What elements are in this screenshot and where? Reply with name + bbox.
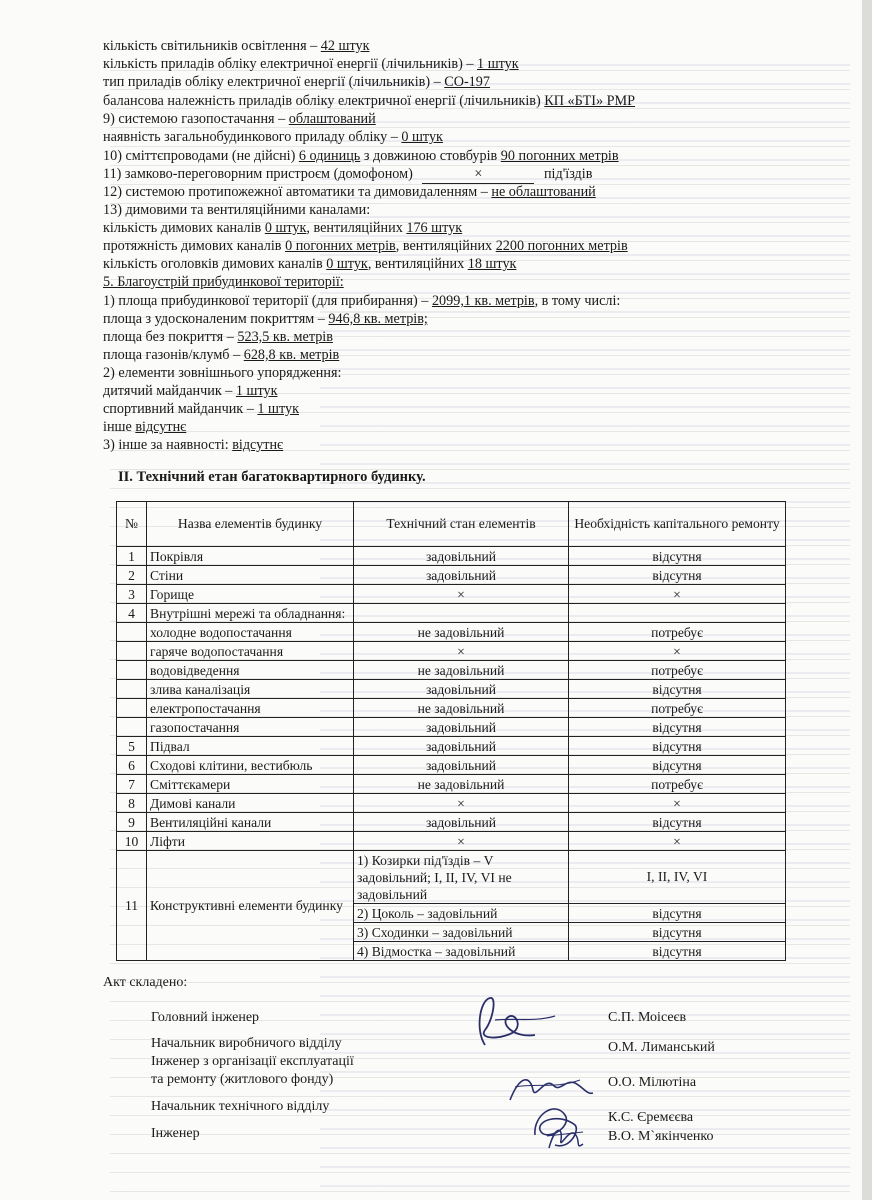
row-element-name: Стіни	[147, 566, 354, 585]
line-value: 2099,1 кв. метрів	[431, 293, 535, 309]
channels-length-line	[103, 237, 628, 255]
row-repair-need: відсутня	[569, 813, 786, 832]
row-number: 5	[117, 737, 147, 756]
row-element-name: Димові канали	[147, 794, 354, 813]
lawn-area-line	[103, 346, 339, 364]
table-body	[117, 547, 786, 961]
row-number: 11	[117, 851, 147, 961]
row-number: 2	[117, 566, 147, 585]
line-text: 10) сміттєпроводами (не дійсні)	[103, 148, 299, 164]
row-repair-need: потребує	[569, 699, 786, 718]
row-element-name: злива каналізація	[147, 680, 354, 699]
line-text: площа газонів/клумб –	[103, 347, 244, 363]
row-element-name: Внутрішні мережі та обладнання:	[147, 604, 354, 623]
row-number	[117, 642, 147, 661]
signer-name: О.О. Мілютіна	[608, 1075, 697, 1090]
other-available-line	[103, 436, 283, 454]
act-label: Акт складено:	[103, 975, 188, 990]
row-element-name: водовідведення	[147, 661, 354, 680]
row-technical-state: задовільний	[354, 680, 569, 699]
line-value: облаштований	[288, 111, 376, 127]
signature-chief-engineer	[455, 990, 565, 1050]
row-element-name: електропостачання	[147, 699, 354, 718]
signer-name: С.П. Моісеєв	[608, 1010, 687, 1025]
row-number	[117, 623, 147, 642]
row-element-name: Підвал	[147, 737, 354, 756]
section-title: ІІ. Технічний етан багатоквартирного будинку.	[118, 469, 426, 485]
table-row	[117, 642, 786, 661]
gas-supply-line	[103, 110, 376, 128]
line-text: 9) системою газопостачання –	[103, 111, 289, 127]
signer-role: Інженер з організації експлуатації	[151, 1054, 354, 1069]
line-value: відсутнє	[135, 419, 187, 435]
signer-name: В.О. М`якінченко	[608, 1129, 714, 1144]
line-value: СО-197	[444, 74, 490, 90]
row-technical-state: ×	[354, 642, 569, 661]
row-repair-need: потребує	[569, 623, 786, 642]
line-text: наявність загальнобудинкового приладу обліку –	[103, 129, 402, 145]
line-text: інше	[103, 419, 136, 435]
playground-line	[103, 382, 277, 400]
line-value: 523,5 кв. метрів	[237, 329, 333, 345]
row-technical-state	[354, 604, 569, 623]
table-row	[117, 585, 786, 604]
lighting-fixtures-line	[103, 37, 369, 55]
row-element-name: Горище	[147, 585, 354, 604]
line-text: кількість димових каналів	[103, 220, 265, 236]
row-number	[117, 699, 147, 718]
row-technical-state: ×	[354, 585, 569, 604]
row-technical-state: задовільний	[354, 566, 569, 585]
line-text: кількість світильників освітлення –	[103, 38, 321, 54]
row-repair-need: відсутня	[569, 904, 786, 923]
line-text: , вентиляційних	[306, 220, 407, 236]
table-row	[117, 813, 786, 832]
row-number: 10	[117, 832, 147, 851]
row-technical-state: 4) Відмостка – задовільний	[354, 942, 569, 961]
table-row	[117, 661, 786, 680]
row-element-name: Конструктивні елементи будинку	[147, 851, 354, 961]
line-text: 2) елементи зовнішнього упорядження:	[103, 365, 342, 381]
line-value: 0 штук	[326, 256, 368, 272]
line-text: , вентиляційних	[395, 238, 496, 254]
unpaved-area-line	[103, 328, 333, 346]
line-value: не облаштований	[491, 184, 596, 200]
row-number	[117, 680, 147, 699]
row-technical-state: задовільний	[354, 737, 569, 756]
row-technical-state: не задовільний	[354, 623, 569, 642]
row-technical-state: не задовільний	[354, 699, 569, 718]
row-technical-state: задовільний	[354, 718, 569, 737]
header-technical-state: Технічний стан елементів	[354, 502, 569, 547]
line-value: КП «БТІ» РМР	[544, 93, 636, 109]
intercom-line	[103, 165, 592, 184]
line-value: 90 погонних метрів	[500, 148, 619, 164]
line-text: 11) замково-переговорним пристроєм (домофоном)	[103, 166, 417, 182]
row-element-name: газопостачання	[147, 718, 354, 737]
line-text: дитячий майданчик –	[103, 383, 236, 399]
line-text: балансова належність приладів обліку електричної енергії (лічильників)	[103, 93, 545, 109]
row-element-name: Ліфти	[147, 832, 354, 851]
line-text: з довжиною стовбурів	[360, 148, 501, 164]
row-number: 9	[117, 813, 147, 832]
row-repair-need: відсутня	[569, 756, 786, 775]
table-row	[117, 547, 786, 566]
table-row	[117, 718, 786, 737]
row-repair-need: відсутня	[569, 718, 786, 737]
row-repair-need: ×	[569, 794, 786, 813]
line-text: 3) інше за наявності:	[103, 437, 233, 453]
line-text: спортивний майданчик –	[103, 401, 258, 417]
landscaping-heading	[103, 273, 344, 291]
row-technical-state: 3) Сходинки – задовільний	[354, 923, 569, 942]
line-value: 176 штук	[406, 220, 463, 236]
line-value: 18 штук	[467, 256, 517, 272]
line-value: 1 штук	[477, 56, 519, 72]
fire-system-line	[103, 183, 596, 201]
row-number: 4	[117, 604, 147, 623]
line-text: 1) площа прибудинкової території (для прибирання) –	[103, 293, 432, 309]
row-repair-need: потребує	[569, 775, 786, 794]
row-technical-state: не задовільний	[354, 775, 569, 794]
exterior-elements-line	[103, 364, 341, 382]
line-text: , в тому числі:	[534, 293, 621, 309]
row-repair-need: відсутня	[569, 737, 786, 756]
row-technical-state: 1) Козирки під'їздів – V задовільний; І, ІІ, IV, VI не задовільний	[354, 851, 569, 904]
line-text: під'їздів	[540, 166, 593, 182]
line-value: 0 штук	[401, 129, 443, 145]
row-repair-need	[569, 604, 786, 623]
row-technical-state: задовільний	[354, 813, 569, 832]
row-technical-state: ×	[354, 794, 569, 813]
line-value: 42 штук	[320, 38, 370, 54]
table-row	[117, 756, 786, 775]
row-element-name: Покрівля	[147, 547, 354, 566]
meter-ownership-line	[103, 92, 635, 110]
row-technical-state: не задовільний	[354, 661, 569, 680]
line-text: 12) системою протипожежної автоматики та димовидаленням –	[103, 184, 492, 200]
table-row	[117, 699, 786, 718]
row-repair-need: відсутня	[569, 547, 786, 566]
line-text: тип приладів обліку електричної енергії (лічильників) –	[103, 74, 445, 90]
line-text: площа без покриття –	[103, 329, 238, 345]
row-element-name: Сміттєкамери	[147, 775, 354, 794]
signer-role: Начальник технічного відділу	[151, 1099, 330, 1114]
row-repair-need: І, ІІ, IV, VI	[569, 851, 786, 904]
line-text: , вентиляційних	[367, 256, 468, 272]
row-number: 3	[117, 585, 147, 604]
line-value: 1 штук	[235, 383, 278, 399]
table-row	[117, 566, 786, 585]
table-row	[117, 737, 786, 756]
row-number: 8	[117, 794, 147, 813]
line-text: площа з удосконаленим покриттям –	[103, 311, 329, 327]
paved-area-line	[103, 310, 428, 328]
line-text: кількість приладів обліку електричної енергії (лічильників) –	[103, 56, 478, 72]
signer-role: Інженер	[151, 1126, 200, 1141]
row-technical-state: ×	[354, 832, 569, 851]
line-value: відсутнє	[232, 437, 284, 453]
row-element-name: Вентиляційні канали	[147, 813, 354, 832]
signer-name: О.М. Лиманський	[608, 1040, 715, 1055]
table-header-row	[117, 502, 786, 547]
signature-engineer	[545, 1118, 585, 1154]
meter-type-line	[103, 73, 490, 91]
row-repair-need: ×	[569, 832, 786, 851]
row-repair-need: відсутня	[569, 566, 786, 585]
row-number	[117, 718, 147, 737]
row-repair-need: відсутня	[569, 923, 786, 942]
row-element-name: гаряче водопостачання	[147, 642, 354, 661]
line-value: 6 одиниць	[298, 148, 361, 164]
row-number: 6	[117, 756, 147, 775]
line-value: 1 штук	[257, 401, 299, 417]
signer-role: Головний інженер	[151, 1010, 260, 1025]
line-value: 0 штук	[264, 220, 307, 236]
garbage-chutes-line	[103, 147, 619, 165]
row-element-name: Сходові клітини, вестибюль	[147, 756, 354, 775]
page-edge	[862, 0, 872, 1200]
row-repair-need: ×	[569, 585, 786, 604]
table-row	[117, 623, 786, 642]
line-value: ×	[422, 165, 534, 184]
channels-heading-line	[103, 201, 370, 219]
row-number: 1	[117, 547, 147, 566]
technical-state-table	[116, 501, 786, 961]
row-repair-need: відсутня	[569, 942, 786, 961]
line-text: 13) димовими та вентиляційними каналами:	[103, 202, 371, 218]
row-number	[117, 661, 147, 680]
signer-role-continued: та ремонту (житлового фонду)	[151, 1072, 334, 1087]
row-repair-need: відсутня	[569, 680, 786, 699]
header-number: №	[117, 502, 147, 547]
table-row	[117, 794, 786, 813]
header-element-name: Назва елементів будинку	[147, 502, 354, 547]
line-value: 2200 погонних метрів	[495, 238, 628, 254]
territory-area-line	[103, 292, 620, 310]
row-number: 7	[117, 775, 147, 794]
table-row	[117, 604, 786, 623]
channels-count-line	[103, 219, 462, 237]
row-repair-need: ×	[569, 642, 786, 661]
table-row	[117, 775, 786, 794]
line-text: 5. Благоустрій прибудинкової території:	[103, 274, 344, 290]
channel-heads-line	[103, 255, 516, 273]
line-value: 0 погонних метрів	[285, 238, 396, 254]
meters-count-line	[103, 55, 519, 73]
row-technical-state: задовільний	[354, 547, 569, 566]
signer-role: Начальник виробничого відділу	[151, 1036, 342, 1051]
line-text: протяжність димових каналів	[103, 238, 286, 254]
table-row	[117, 851, 786, 904]
common-meter-line	[103, 128, 443, 146]
table-row	[117, 832, 786, 851]
line-value: 628,8 кв. метрів	[243, 347, 340, 363]
row-technical-state: 2) Цоколь – задовільний	[354, 904, 569, 923]
sports-ground-line	[103, 400, 299, 418]
row-element-name: холодне водопостачання	[147, 623, 354, 642]
row-technical-state: задовільний	[354, 756, 569, 775]
line-text: кількість оголовків димових каналів	[103, 256, 327, 272]
other-line	[103, 418, 186, 436]
line-value: 946,8 кв. метрів;	[328, 311, 428, 327]
row-repair-need: потребує	[569, 661, 786, 680]
table-row	[117, 680, 786, 699]
signer-name: К.С. Єремєєва	[608, 1110, 694, 1125]
header-repair-need: Необхідність капітального ремонту	[569, 502, 786, 547]
